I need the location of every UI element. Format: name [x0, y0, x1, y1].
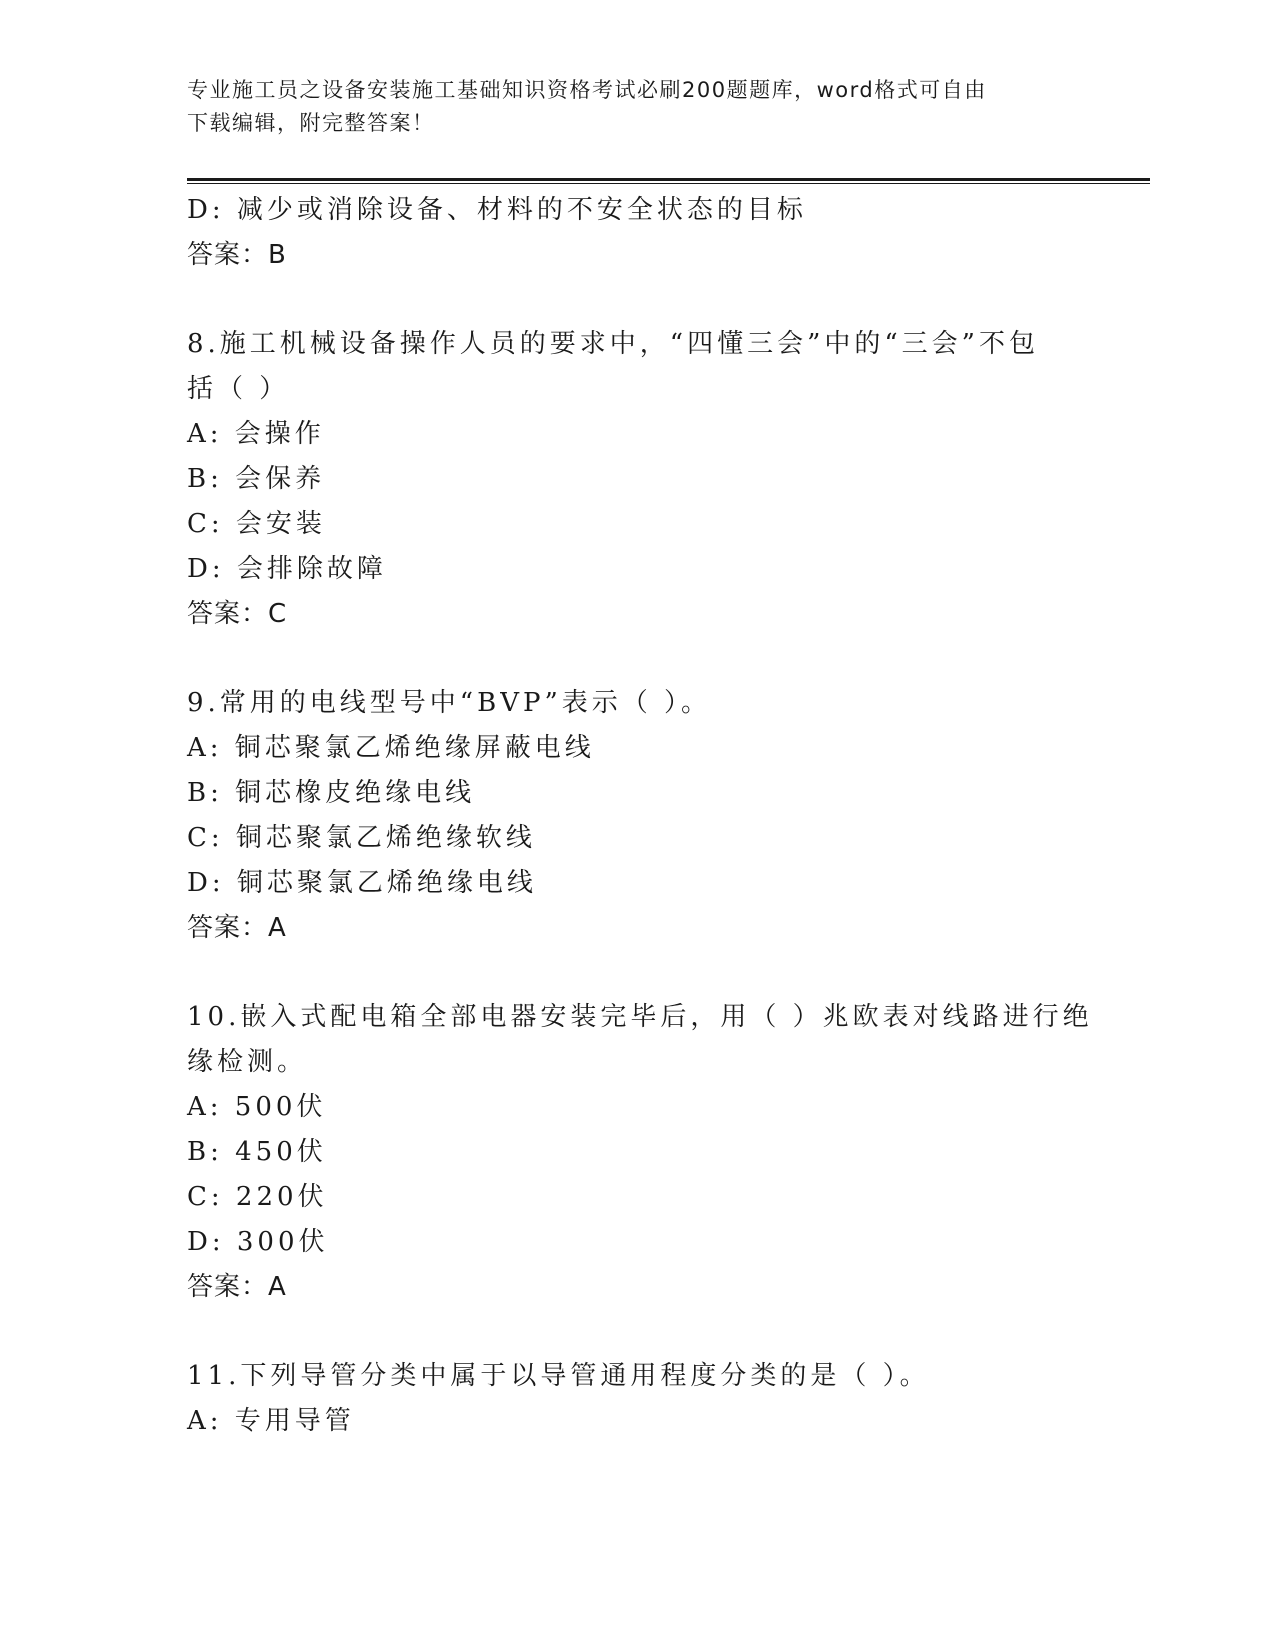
- header-line-2: 下载编辑，附完整答案！: [187, 111, 435, 135]
- option-b: B: 会保养: [187, 464, 326, 494]
- option-d: D: 300伏: [187, 1227, 329, 1257]
- option-a: A: 会操作: [187, 419, 325, 449]
- option-d: D: 铜芯聚氯乙烯绝缘电线: [187, 868, 537, 898]
- option-a: A: 500伏: [187, 1092, 327, 1122]
- answer-label: 答案：B: [187, 240, 287, 270]
- document-header: [187, 74, 1067, 140]
- question-stem: 11.下列导管分类中属于以导管通用程度分类的是（ ）。: [187, 1361, 930, 1391]
- option-d: D: 会排除故障: [187, 554, 387, 584]
- option-c: C: 220伏: [187, 1182, 328, 1212]
- header-divider-thin: [187, 183, 1150, 184]
- option-c: C: 铜芯聚氯乙烯绝缘软线: [187, 823, 536, 853]
- option-d: D: 减少或消除设备、材料的不安全状态的目标: [187, 195, 807, 225]
- option-a: A: 专用导管: [187, 1406, 355, 1436]
- question-stem-continued: 缘检测。: [187, 1047, 308, 1077]
- question-stem: 8.施工机械设备操作人员的要求中，“四懂三会”中的“三会”不包: [187, 329, 1039, 359]
- answer-label: 答案：C: [187, 599, 288, 629]
- question-stem-continued: 括（ ）: [187, 374, 290, 404]
- option-c: C: 会安装: [187, 509, 326, 539]
- option-b: B: 450伏: [187, 1137, 327, 1167]
- question-stem: 10.嵌入式配电箱全部电器安装完毕后，用（ ）兆欧表对线路进行绝: [187, 1002, 1093, 1032]
- header-line-1: 专业施工员之设备安装施工基础知识资格考试必刷200题题库，word格式可自由: [187, 78, 987, 102]
- answer-label: 答案：A: [187, 1272, 287, 1302]
- option-a: A: 铜芯聚氯乙烯绝缘屏蔽电线: [187, 733, 595, 763]
- answer-label: 答案：A: [187, 913, 287, 943]
- question-stem: 9.常用的电线型号中“BVP”表示（ ）。: [187, 688, 712, 718]
- header-divider-thick: [187, 178, 1150, 181]
- option-b: B: 铜芯橡皮绝缘电线: [187, 778, 476, 808]
